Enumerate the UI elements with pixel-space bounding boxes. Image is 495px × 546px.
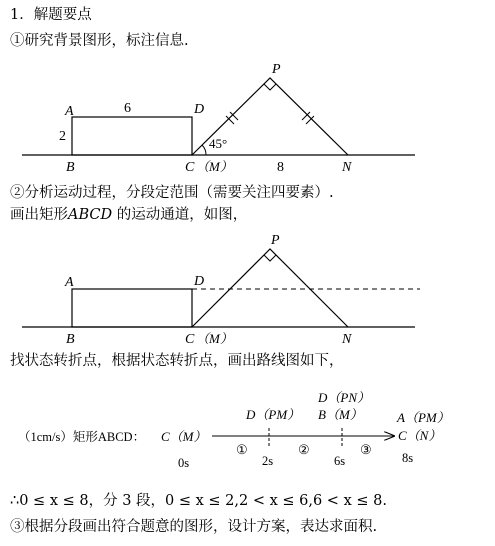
rectangle-abcd [72, 289, 192, 327]
label-m: （M） [196, 159, 233, 174]
label-angle: 45° [209, 136, 228, 151]
heading-title: 解题要点 [33, 7, 92, 23]
label-n: N [342, 160, 352, 175]
step-2-turning-points: 找状态转折点，根据状态转折点，画出路线图如下， [10, 353, 344, 369]
right-angle-mark [264, 255, 276, 261]
label-b: B [66, 332, 75, 347]
label-n: N [342, 332, 352, 347]
detail-part: 画出矩形 [10, 207, 68, 223]
detail-part: 的运动通道，如图， [112, 207, 248, 223]
time-start: 0s [178, 456, 190, 470]
right-angle-mark [264, 84, 276, 90]
time-point-2: 6s [334, 454, 346, 468]
label-a: A [65, 275, 74, 290]
label-base-length: 8 [277, 160, 284, 175]
range-conclusion: ∴0 ≤ x ≤ 8，分 3 段，0 ≤ x ≤ 2,2 < x ≤ 6,6 < x ≤ 8. [10, 493, 387, 509]
label-c: C [185, 332, 195, 347]
route-point-2-top1: B（M） [318, 407, 363, 422]
route-end: C（N） [398, 428, 442, 443]
label-b: B [66, 160, 75, 175]
figure-1-background [0, 58, 495, 178]
rectangle-abcd [72, 117, 192, 155]
label-a: A [65, 104, 74, 119]
label-d: D [194, 274, 205, 289]
label-p: P [271, 233, 280, 248]
section-heading [10, 6, 92, 24]
step-2-text: ②分析运动过程，分段定范围（需要关注四要素）. [10, 185, 334, 201]
route-prefix: （1cm/s）矩形ABCD： [18, 430, 146, 444]
detail-rect-name: ABCD [68, 207, 113, 223]
route-end-top: A（PM） [397, 410, 450, 425]
route-point-2-top2: D（PN） [318, 390, 371, 405]
route-diagram [0, 378, 495, 486]
label-c: C [185, 160, 195, 175]
time-end: 8s [402, 451, 414, 465]
figure-2-channel [0, 228, 495, 348]
step-2-detail [10, 206, 247, 224]
time-point-1: 2s [262, 454, 274, 468]
label-m: （M） [196, 331, 233, 346]
label-d: D [194, 102, 205, 117]
route-point-1-top1: D（PM） [246, 407, 301, 422]
segment-label-3: ③ [360, 442, 372, 457]
label-side-length: 2 [59, 129, 66, 144]
segment-label-1: ① [236, 442, 248, 457]
label-p: P [272, 62, 281, 77]
route-start: C（M） [161, 429, 207, 444]
label-top-length: 6 [124, 101, 131, 116]
segment-label-2: ② [298, 442, 310, 457]
heading-number: 1． [10, 7, 34, 23]
step-1-text: ①研究背景图形，标注信息. [10, 33, 189, 49]
angle-arc [202, 145, 206, 155]
step-3-text: ③根据分段画出符合题意的图形，设计方案，表达求面积. [10, 519, 378, 535]
